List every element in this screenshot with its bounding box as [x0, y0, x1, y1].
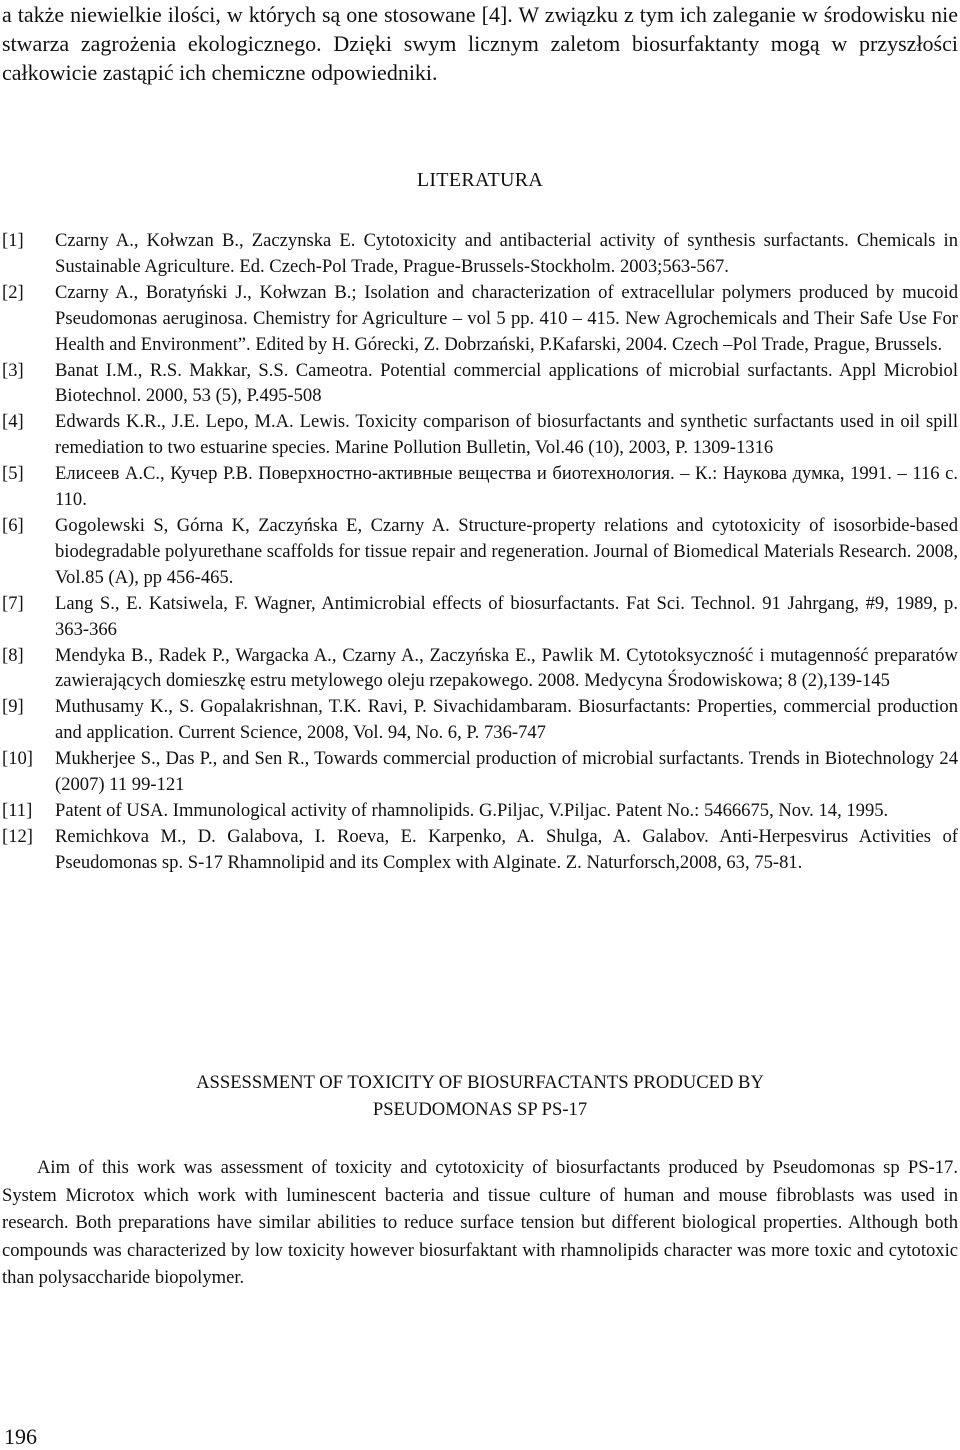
reference-text: Gogolewski S, Górna K, Zaczyńska E, Czarny A. Structure-property relations and cytotoxicity of isosorbide-based biodegradable polyurethane scaffolds for tissue repair and regeneration. Journal of Biomedical Materials Research. 2008, Vol.85 (A), pp 456-465. — [55, 514, 958, 588]
english-title — [0, 1069, 960, 1123]
reference-number: [9] — [2, 696, 24, 718]
reference-text: Patent of USA. Immunological activity of rhamnolipids. G.Piljac, V.Piljac. Patent No.: 5466675, Nov. 14, 1995. — [55, 799, 889, 821]
abstract-paragraph: Aim of this work was assessment of toxicity and cytotoxicity of biosurfactants produced by Pseudomonas sp PS-17. System Microtox which work with luminescent bacteria and tissue culture of human and mouse fibroblasts was used in research. Both preparations have similar abilities to reduce surface tension but different biological properties. Although both compounds was characterized by low toxicity however biosurfaktant with rhamnolipids character was more toxic and cytotoxic than polysaccharide biopolymer. — [2, 1157, 958, 1288]
reference-item — [2, 280, 958, 358]
reference-number: [4] — [2, 411, 24, 433]
reference-item — [2, 358, 958, 410]
reference-text: Remichkova M., D. Galabova, I. Roeva, E. Karpenko, A. Shulga, A. Galabov. Anti-Herpesvirus Activities of Pseudomonas sp. S-17 Rhamnolipid and its Complex with Alginate. Z. Naturforsch,2008, 63, 75-81. — [55, 825, 958, 873]
reference-list — [2, 228, 958, 876]
reference-item — [2, 746, 958, 798]
reference-text: Banat I.M., R.S. Makkar, S.S. Cameotra. Potential commercial applications of microbial surfactants. Appl Microbiol Biotechnol. 2000, 53 (5), P.495-508 — [55, 359, 958, 407]
reference-text: Mukherjee S., Das P., and Sen R., Towards commercial production of microbial surfactants. Trends in Biotechnology 24 (2007) 11 99-121 — [55, 748, 958, 796]
reference-number: [10] — [2, 748, 33, 770]
reference-item — [2, 228, 958, 280]
english-title-line-1: ASSESSMENT OF TOXICITY OF BIOSURFACTANTS PRODUCED BY — [196, 1072, 764, 1093]
reference-text: Muthusamy K., S. Gopalakrishnan, T.K. Ravi, P. Sivachidambaram. Biosurfactants: Properties, commercial production and application. Current Science, 2008, Vol. 94, No. 6, P. 736-747 — [55, 696, 958, 744]
reference-text: Edwards K.R., J.E. Lepo, M.A. Lewis. Toxicity comparison of biosurfactants and synthetic surfactants used in oil spill remediation to two estuarine species. Marine Pollution Bulletin, Vol.46 (10), 2003, P. 1309-1316 — [55, 411, 958, 459]
reference-text: Елисеев А.С., Кучер Р.В. Поверхностно-активные вещества и биотехнология. – К.: Наукова думка, 1991. – 116 с. 110. — [55, 463, 958, 511]
reference-item — [2, 591, 958, 643]
intro-paragraph: a także niewielkie ilości, w których są one stosowane [4]. W związku z tym ich zaleganie w środowisku nie stwarza zagrożenia ekologicznego. Dzięki swym licznym zaletom biosurfaktanty mogą w przyszłości całkowicie zastąpić ich chemiczne odpowiedniki. — [2, 2, 958, 85]
english-title-line-2: PSEUDOMONAS SP PS-17 — [372, 1099, 588, 1120]
reference-number: [8] — [2, 644, 24, 666]
reference-text: Czarny A., Kołwzan B., Zaczynska E. Cytotoxicity and antibacterial activity of synthesis surfactants. Chemicals in Sustainable Agriculture. Ed. Czech-Pol Trade, Prague-Brussels-Stockholm. 2003;563-567. — [55, 230, 958, 277]
reference-item — [2, 798, 958, 824]
reference-item — [2, 461, 958, 513]
reference-item — [2, 513, 958, 591]
reference-text: Mendyka B., Radek P., Wargacka A., Czarny A., Zaczyńska E., Pawlik M. Cytotoksyczność i mutagenność preparatów zawierających domieszkę estru metylowego oleju rzepakowego. 2008. Medycyna Środowiskowa; 8 (2),139-145 — [55, 644, 958, 692]
reference-text: Czarny A., Boratyński J., Kołwzan B.; Isolation and characterization of extracellular polymers produced by mucoid Pseudomonas aeruginosa. Chemistry for Agriculture – vol 5 pp. 410 – 415. New Agrochemicals and Their Safe Use For Health and Environment”. Edited by H. Górecki, Z. Dobrzański, P.Kafarski, 2004. Czech –Pol Trade, Prague, Brussels. — [55, 281, 958, 355]
literature-heading: LITERATURA — [416, 169, 544, 191]
reference-item — [2, 409, 958, 461]
reference-number: [5] — [2, 463, 24, 485]
page-number: 196 — [4, 1424, 37, 1449]
reference-number: [6] — [2, 514, 24, 536]
reference-number: [1] — [2, 230, 24, 251]
reference-item — [2, 643, 958, 695]
reference-text: Lang S., E. Katsiwela, F. Wagner, Antimicrobial effects of biosurfactants. Fat Sci. Technol. 91 Jahrgang, #9, 1989, p. 363-366 — [55, 592, 958, 640]
reference-item — [2, 824, 958, 876]
reference-number: [3] — [2, 359, 24, 381]
reference-number: [11] — [2, 799, 33, 821]
reference-number: [12] — [2, 825, 33, 847]
reference-item — [2, 694, 958, 746]
reference-number: [7] — [2, 592, 24, 614]
reference-number: [2] — [2, 281, 24, 303]
